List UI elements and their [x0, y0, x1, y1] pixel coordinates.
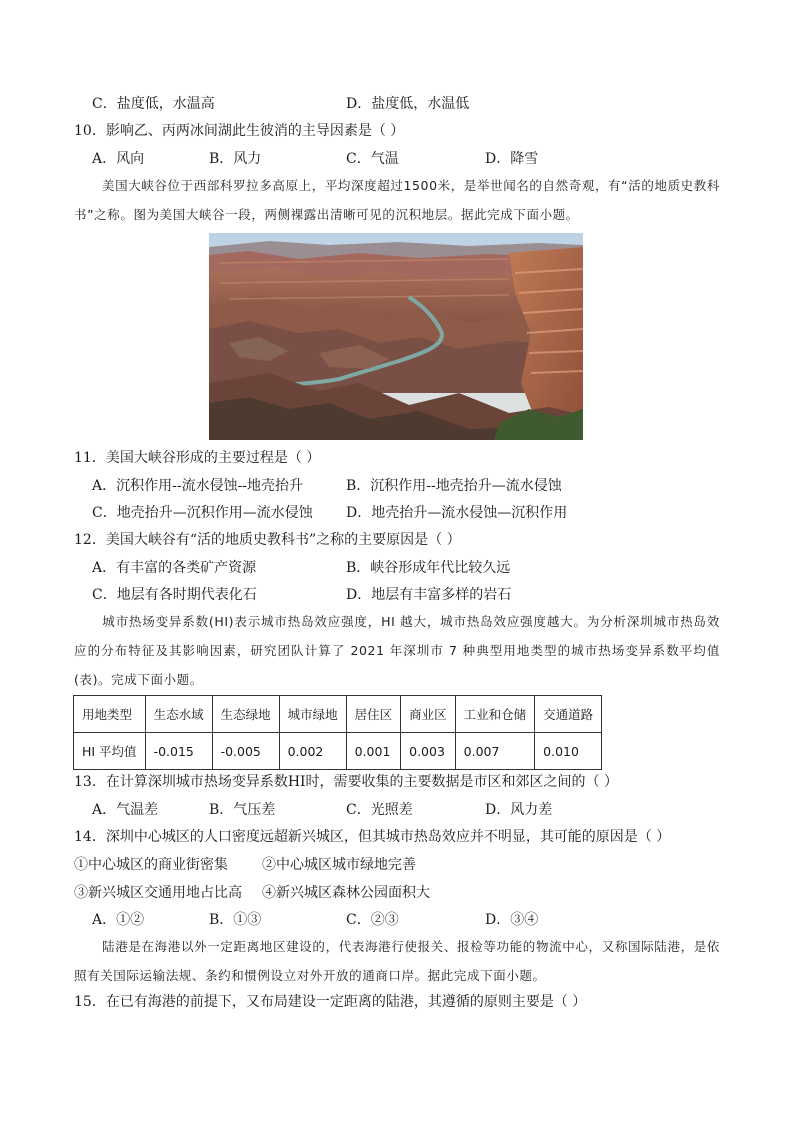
q13-option-d: D．风力差	[485, 802, 553, 818]
q10-option-b: B．风力	[209, 151, 262, 167]
table-cell: 0.003	[401, 733, 456, 770]
passage-line: 城市热场变异系数(HI)表示城市热岛效应强度，HI 越大，城市热岛效应强度越大。为分析深圳城市	[102, 614, 681, 629]
table-cell: 居住区	[346, 696, 401, 733]
q13-option-a: A．气温差	[92, 802, 159, 818]
q12-option-d: D．地层有丰富多样的岩石	[346, 587, 512, 603]
q13-option-b: B．气压差	[209, 802, 276, 818]
q11-option-c: C．地壳抬升—沉积作用—流水侵蚀	[92, 505, 313, 521]
table-cell: 0.001	[346, 733, 401, 770]
q13-option-c: C．光照差	[346, 802, 413, 818]
table-cell: HI 平均值	[74, 733, 146, 770]
q14-option-a: A．①②	[92, 912, 145, 928]
q14-statement-3: ③新兴城区交通用地占比高	[74, 885, 242, 901]
passage-grand-canyon	[74, 171, 720, 229]
passage-dry-port	[74, 932, 720, 990]
q11-option-d: D．地壳抬升—流水侵蚀—沉积作用	[346, 505, 568, 521]
q12-option-b: B．峡谷形成年代比较久远	[346, 560, 511, 576]
table-header-row	[74, 696, 602, 733]
table-cell: -0.005	[212, 733, 279, 770]
q11-option-b: B．沉积作用--地壳抬升—流水侵蚀	[346, 478, 562, 494]
q14-option-d: D．③④	[485, 912, 539, 928]
passage-heat-island	[74, 607, 720, 694]
q14-statement-4: ④新兴城区森林公园面积大	[262, 885, 430, 901]
q10-option-a: A．风向	[92, 151, 145, 167]
passage-line: 质史教科书”之称。图为美国大峡谷一段，两侧裸露出清晰可见的沉积地层。据此完成下面小题。	[74, 178, 720, 222]
table-cell: 工业和仓储	[455, 696, 535, 733]
table-cell: 生态绿地	[212, 696, 279, 733]
question-10-stem: 10．影响乙、丙两冰间湖此生彼消的主导因素是（ ）	[74, 123, 405, 139]
q12-option-c: C．地层有各时期代表化石	[92, 587, 257, 603]
table-cell: 交通道路	[535, 696, 602, 733]
hi-table	[73, 695, 602, 770]
option-c: C．盐度低，水温高	[92, 96, 215, 112]
passage-line: 美国大峡谷位于西部科罗拉多高原上，平均深度超过1500米，是举世闻名的自然奇观，有“活的地	[102, 178, 668, 193]
q10-option-c: C．气温	[346, 151, 399, 167]
q14-statement-2: ②中心城区城市绿地完善	[262, 857, 416, 873]
question-13-stem: 13．在计算深圳城市热场变异系数HI时，需要收集的主要数据是市区和郊区之间的（ ）	[74, 774, 619, 790]
grand-canyon-photo	[209, 233, 583, 440]
table-cell: 0.002	[279, 733, 346, 770]
table-cell: 0.010	[535, 733, 602, 770]
question-14-stem: 14．深圳中心城区的人口密度远超新兴城区，但其城市热岛效应并不明显，其可能的原因是（ ）	[74, 829, 671, 845]
question-12-stem: 12．美国大峡谷有“活的地质史教科书”之称的主要原因是（ ）	[74, 532, 461, 548]
q14-statement-1: ①中心城区的商业街密集	[74, 857, 228, 873]
passage-line: 数平均值(表)。完成下面小题。	[74, 643, 720, 687]
option-d: D．盐度低，水温低	[346, 96, 470, 112]
question-15-stem: 15．在已有海港的前提下，又布局建设一定距离的陆港，其遵循的原则主要是（ ）	[74, 994, 587, 1010]
table-cell: 城市绿地	[279, 696, 346, 733]
table-cell: -0.015	[145, 733, 212, 770]
passage-line: 陆港是在海港以外一定距离地区建设的，代表海港行使报关、报检等功能的物流中心，又称国际陆	[102, 939, 668, 954]
q11-option-a: A．沉积作用--流水侵蚀--地壳抬升	[92, 478, 304, 494]
q12-option-a: A．有丰富的各类矿产资源	[92, 560, 257, 576]
table-cell: 0.007	[455, 733, 535, 770]
question-11-stem: 11．美国大峡谷形成的主要过程是（ ）	[74, 450, 321, 466]
table-cell: 商业区	[401, 696, 456, 733]
table-row	[74, 733, 602, 770]
table-cell: 生态水域	[145, 696, 212, 733]
q14-option-b: B．①③	[209, 912, 262, 928]
q10-option-d: D．降雪	[485, 151, 539, 167]
q14-option-c: C．②③	[346, 912, 399, 928]
table-cell: 用地类型	[74, 696, 146, 733]
passage-line: 热岛效应的分布特征及其影响因素，研究团队计算了 2021 年深圳市 7 种典型用地类型的城市热场变异系	[74, 614, 720, 658]
passage-line: 港，是依照有关国际运输法规、条约和惯例设立对外开放的通商口岸。据此完成下面小题。	[74, 939, 720, 983]
